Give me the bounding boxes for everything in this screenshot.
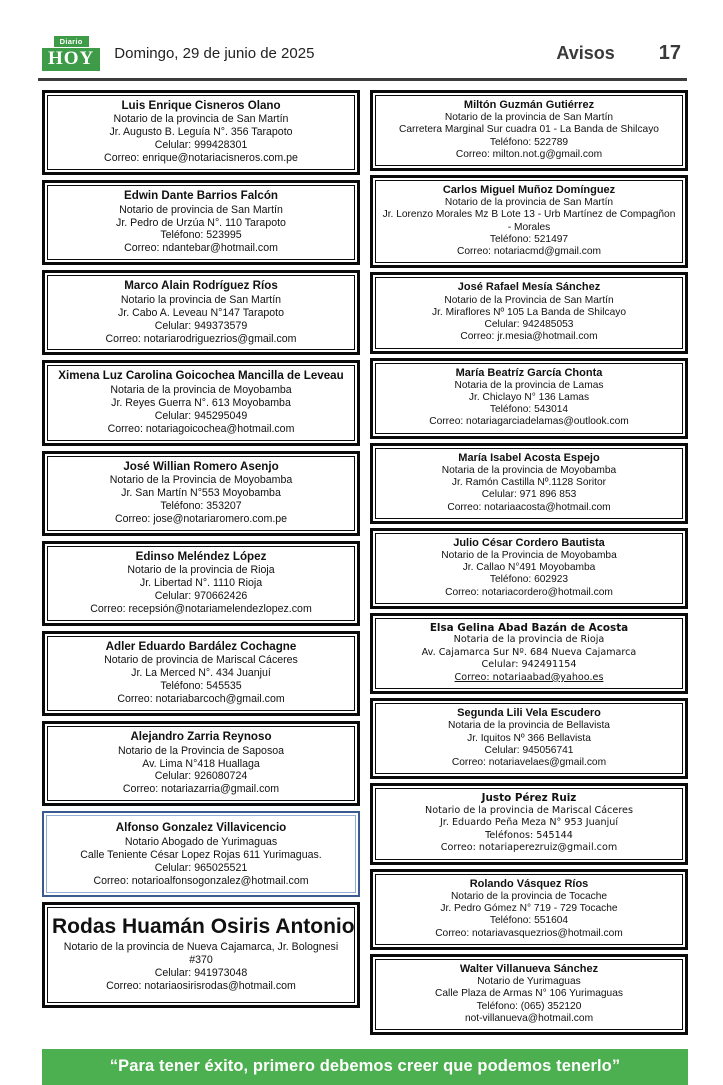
- header-right: [556, 42, 685, 65]
- notary-line: Correo: notariagoicochea@hotmail.com: [107, 422, 295, 435]
- notary-line: Correo: notariaacosta@hotmail.com: [447, 501, 611, 513]
- notary-line: Notario de Yurimaguas: [477, 976, 581, 988]
- listing-box: [42, 811, 360, 897]
- notary-line: Jr. San Martín N°553 Moyobamba: [121, 487, 281, 500]
- listing-box-inner: [375, 959, 683, 1030]
- notary-line: Notario de la provincia de Rioja: [127, 564, 275, 577]
- notary-line: Notaria de la provincia de Moyobamba: [110, 383, 292, 396]
- notary-line: Celular: 945295049: [154, 409, 248, 422]
- listing-box: [42, 721, 360, 806]
- notary-name: Luis Enrique Cisneros Olano: [121, 98, 281, 112]
- listing-box-inner: [47, 456, 355, 531]
- listing-box-inner: [47, 185, 355, 260]
- notary-line: Notaria de la provincia de Bellavista: [448, 720, 610, 732]
- listing-box: [370, 698, 688, 779]
- notary-line: Jr. Miraflores Nº 105 La Banda de Shilcayo: [432, 306, 626, 318]
- notary-name: Rolando Vásquez Ríos: [469, 877, 589, 890]
- listing-box: [370, 613, 688, 694]
- notary-name: Edinso Meléndez López: [135, 549, 267, 563]
- notary-line: Jr. Pedro Gómez N° 719 - 729 Tocache: [440, 903, 618, 915]
- listing-box: [42, 902, 360, 1008]
- listing-box: [370, 783, 688, 864]
- notary-name: Carlos Miguel Muñoz Domínguez: [442, 184, 616, 197]
- notary-line: Correo: notariacordero@hotmail.com: [445, 586, 613, 598]
- listing-box: [370, 869, 688, 950]
- listing-box: [370, 954, 688, 1035]
- header-left: [42, 36, 314, 71]
- notary-line: Celular: 945056741: [484, 744, 574, 756]
- notary-line: Correo: notariacmd@gmail.com: [457, 246, 601, 258]
- listing-box: [42, 180, 360, 265]
- listing-box-inner: [375, 180, 683, 263]
- listing-box-inner: [375, 703, 683, 774]
- notary-name: José Willian Romero Asenjo: [123, 459, 279, 473]
- listing-box: [370, 175, 688, 268]
- notary-line: Notario de la provincia de Nueva Cajamarca, Jr. Bolognesi #370: [63, 940, 339, 966]
- notary-line: Notaria de la provincia de Rioja: [453, 634, 605, 646]
- listing-box-inner: [47, 365, 355, 440]
- notary-line: Correo: enrique@notariacisneros.com.pe: [104, 152, 298, 165]
- notary-line: Notaria de la provincia de Moyobamba: [441, 464, 617, 476]
- notary-line: not-villanueva@hotmail.com: [464, 1012, 594, 1024]
- notary-line: Correo: milton.not.g@gmail.com: [455, 148, 603, 160]
- notary-line: Notario la provincia de San Martín: [120, 293, 282, 306]
- notary-line: Teléfono: 543014: [489, 404, 569, 416]
- notary-name: Edwin Dante Barrios Falcón: [124, 189, 278, 203]
- notary-line: Correo: notariabarcoch@gmail.com: [117, 693, 285, 706]
- notary-line: Notario de la Provincia de San Martín: [444, 294, 614, 306]
- listing-box-inner: [375, 363, 683, 434]
- listing-box-inner: [375, 95, 683, 166]
- notary-line: Notario de la provincia de San Martín: [444, 197, 614, 209]
- notary-line: Notario de la provincia de Mariscal Cáceres: [425, 804, 633, 816]
- notary-line: - Morales: [507, 221, 551, 233]
- notary-line: Correo: jose@notariaromero.com.pe: [114, 512, 288, 525]
- notary-line: Notario de provincia de Mariscal Cáceres: [104, 654, 298, 667]
- notary-line: Correo: notariazarria@gmail.com: [122, 783, 280, 796]
- notary-line: Jr. Augusto B. Leguía N°. 356 Tarapoto: [109, 126, 293, 139]
- notary-line: Calle Plaza de Armas N° 106 Yurimaguas: [435, 988, 623, 1000]
- notary-line: Correo: notariavasquezrios@hotmail.com: [435, 927, 623, 939]
- notary-line: Teléfonos: 545144: [485, 829, 573, 841]
- listing-box-inner: [375, 788, 683, 859]
- logo-diario-label: Diario: [54, 36, 89, 47]
- listing-box: [42, 541, 360, 626]
- listing-box: [42, 90, 360, 175]
- footer-quote: “Para tener éxito, primero debemos creer que podemos tenerlo”: [109, 1057, 621, 1076]
- notary-name: Miltón Guzmán Gutiérrez: [463, 98, 595, 111]
- listings-right-column: [370, 90, 688, 1039]
- notary-line: Teléfono: 602923: [489, 574, 569, 586]
- notary-name: Adler Eduardo Bardález Cochagne: [105, 639, 297, 653]
- notary-line: Av. Cajamarca Sur Nº. 684 Nueva Cajamarca: [421, 646, 637, 658]
- notary-line: Celular: 971 896 853: [481, 489, 577, 501]
- notary-line: Notaria de la provincia de Lamas: [454, 379, 604, 391]
- notary-line: Jr. Callao N°491 Moyobamba: [462, 562, 596, 574]
- listing-box-inner: [375, 448, 683, 519]
- listing-box-inner: [47, 726, 355, 801]
- listing-box-inner: [375, 874, 683, 945]
- notary-line: Celular: 970662426: [154, 590, 248, 603]
- notary-name: Elsa Gelina Abad Bazán de Acosta: [429, 621, 629, 634]
- notary-name: Justo Pérez Ruiz: [481, 792, 577, 805]
- notary-line: Celular: 965025521: [154, 861, 248, 874]
- notary-line: Teléfono: 522789: [489, 136, 569, 148]
- notary-line: Celular: 949373579: [154, 319, 248, 332]
- listing-box: [42, 451, 360, 536]
- notary-line: Av. Lima N°418 Huallaga: [142, 757, 260, 770]
- diario-hoy-logo: [42, 36, 100, 71]
- listing-box-inner: [47, 95, 355, 170]
- notary-line: Notario de la provincia de San Martín: [444, 112, 614, 124]
- edition-date: Domingo, 29 de junio de 2025: [114, 44, 315, 62]
- notary-line: Teléfono: 521497: [489, 233, 569, 245]
- notary-name: Julio César Cordero Bautista: [453, 536, 605, 549]
- notary-name: Walter Villanueva Sánchez: [459, 962, 599, 975]
- header-divider-rule: [38, 78, 687, 81]
- notary-line: Notario de la provincia de San Martín: [113, 113, 289, 126]
- notary-line: Correo: jr.mesia@hotmail.com: [460, 331, 598, 343]
- notary-line: Celular: 926080724: [154, 770, 248, 783]
- notary-line: Celular: 942485053: [484, 319, 574, 331]
- notary-line: Correo: notariaabad@yahoo.es: [454, 671, 604, 683]
- listing-box: [370, 528, 688, 609]
- listing-box-inner: [47, 275, 355, 350]
- listing-box: [42, 631, 360, 716]
- listing-box: [370, 272, 688, 353]
- notary-line: Teléfono: (065) 352120: [476, 1000, 582, 1012]
- notary-name: María Isabel Acosta Espejo: [458, 451, 600, 464]
- notary-line: Jr. Ramón Castilla Nº.1128 Soritor: [451, 477, 607, 489]
- notary-line: Notario de provincia de San Martín: [119, 203, 283, 216]
- notary-line: Calle Teniente César Lopez Rojas 611 Yurimaguas.: [80, 848, 322, 861]
- notary-line: Notario de la Provincia de Saposoa: [117, 744, 285, 757]
- notary-line: Correo: notarioalfonsogonzalez@hotmail.com: [93, 874, 309, 887]
- notary-line: Correo: recepsión@notariamelendezlopez.com: [90, 603, 312, 616]
- notary-name: Alejandro Zarria Reynoso: [130, 730, 272, 744]
- listing-box-inner: [375, 277, 683, 348]
- notary-line: Jr. Libertad N°. 1110 Rioja: [139, 577, 263, 590]
- listing-box-inner: [375, 533, 683, 604]
- listings-left-column: [42, 90, 360, 1013]
- notary-line: Jr. Reyes Guerra N°. 613 Moyobamba: [111, 396, 291, 409]
- notary-line: Correo: ndantebar@hotmail.com: [124, 242, 278, 255]
- notary-line: Notario de la Provincia de Moyobamba: [441, 549, 617, 561]
- notary-line: Celular: 942491154: [481, 659, 577, 671]
- notary-line: Correo: notariavelaes@gmail.com: [451, 757, 607, 769]
- notary-line: Teléfono: 353207: [160, 499, 242, 512]
- notary-name: Alfonso Gonzalez Villavicencio: [115, 821, 287, 835]
- listing-box-inner: [375, 618, 683, 689]
- notary-line: Teléfono: 523995: [160, 229, 242, 242]
- listing-box: [42, 360, 360, 445]
- notary-line: Celular: 999428301: [154, 139, 248, 152]
- notary-name: Segunda Lili Vela Escudero: [457, 707, 601, 720]
- section-title: Avisos: [556, 42, 615, 63]
- notary-line: Jr. Eduardo Peña Meza N° 953 Juanjuí: [439, 817, 619, 829]
- logo-hoy-label: HOY: [42, 48, 100, 71]
- page-number: 17: [658, 41, 681, 64]
- footer-quote-bar: [42, 1049, 688, 1085]
- notary-name: Ximena Luz Carolina Goicochea Mancilla de Leveau: [58, 369, 344, 383]
- listing-box: [370, 358, 688, 439]
- notary-line: Correo: notariagarciadelamas@outlook.com: [429, 416, 629, 428]
- notary-line: Jr. Iquitos Nº 366 Bellavista: [467, 732, 591, 744]
- page-header: [0, 0, 723, 71]
- notary-line: Jr. Lorenzo Morales Mz B Lote 13 - Urb Martínez de Compagñon: [382, 209, 676, 221]
- notary-name: José Rafael Mesía Sánchez: [457, 281, 601, 294]
- listing-box: [370, 443, 688, 524]
- notary-line: Teléfono: 545535: [160, 680, 242, 693]
- notary-line: Celular: 941973048: [154, 966, 248, 979]
- notary-line: Jr. Pedro de Urzúa N°. 110 Tarapoto: [116, 216, 286, 229]
- notary-line: Correo: notariarodriguezrios@gmail.com: [105, 332, 297, 345]
- notary-name: Marco Alain Rodríguez Ríos: [124, 279, 278, 293]
- notary-line: Notario de la provincia de Tocache: [450, 890, 608, 902]
- listing-box-inner: [46, 815, 356, 893]
- notary-name: Rodas Huamán Osiris Antonio: [52, 915, 355, 939]
- listing-box: [370, 90, 688, 171]
- notary-line: Correo: notariaosirisrodas@hotmail.com: [106, 979, 296, 992]
- listing-box-inner: [47, 546, 355, 621]
- notary-line: Jr. Chiclayo N° 136 Lamas: [468, 391, 590, 403]
- notary-line: Notario Abogado de Yurimaguas: [124, 835, 278, 848]
- listing-box-inner: [47, 907, 355, 1003]
- notary-name: María Beatríz García Chonta: [455, 366, 603, 379]
- listing-box-inner: [47, 636, 355, 711]
- notary-line: Carretera Marginal Sur cuadra 01 - La Banda de Shilcayo: [399, 124, 659, 136]
- notary-line: Jr. Cabo A. Leveau N°147 Tarapoto: [117, 306, 284, 319]
- notary-line: Notario de la Provincia de Moyobamba: [109, 474, 293, 487]
- listing-box: [42, 270, 360, 355]
- notary-line: Jr. La Merced N°. 434 Juanjuí: [131, 667, 271, 680]
- notary-line: Correo: notariaperezruiz@gmail.com: [440, 842, 618, 854]
- listings-area: [42, 90, 688, 1039]
- notary-line: Teléfono: 551604: [489, 915, 569, 927]
